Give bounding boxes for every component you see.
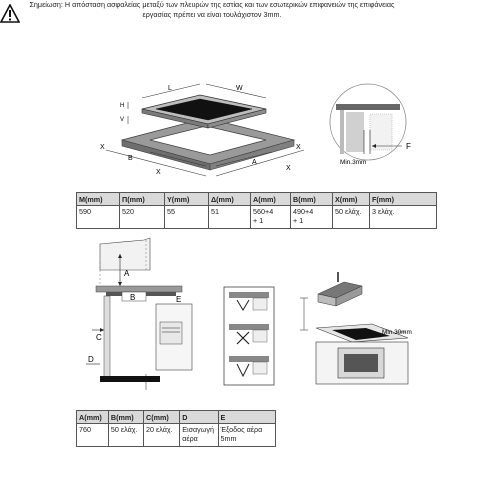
table1-header-X: X(mm)	[333, 193, 370, 206]
clip-steps-diagram	[223, 286, 275, 386]
table-row	[77, 206, 437, 229]
cab-label-C: C	[96, 333, 102, 342]
table1-header-B: B(mm)	[291, 193, 333, 206]
table2-cell-C: 20 ελάχ.	[144, 424, 180, 447]
min-3mm-label: Min.3mm	[340, 159, 367, 166]
table2-header-D: D	[180, 411, 218, 424]
label-W: W	[236, 85, 243, 92]
table1-header-P: Π(mm)	[120, 193, 165, 206]
table1-header-M: M(mm)	[77, 193, 120, 206]
table2-cell-B: 50 ελάχ.	[108, 424, 143, 447]
table1-cell-X: 50 ελάχ.	[333, 206, 370, 229]
cutout-dimensions-table	[76, 192, 437, 229]
warning-text: Σημείωση: Η απόσταση ασφαλείας μεταξύ των πλευρών της εστίας και των εσωτερικών επιφανειών της επιφάνειας εργασίας πρέπει να είναι τουλάχιστον 3mm.	[29, 0, 395, 19]
table1-cell-B: 490+4 + 1	[291, 206, 333, 229]
label-X-bottom-left: X	[156, 169, 161, 176]
table-row	[77, 424, 276, 447]
built-in-installation-diagram	[296, 268, 420, 388]
cabinet-ventilation-diagram	[84, 236, 208, 392]
cab-label-D: D	[88, 355, 94, 364]
table2-header-C: C(mm)	[144, 411, 180, 424]
table1-cell-A: 560+4 + 1	[251, 206, 291, 229]
label-V: V	[120, 117, 125, 123]
table1-header-F: F(mm)	[370, 193, 437, 206]
edge-detail-diagram	[326, 82, 436, 168]
label-A: A	[252, 159, 257, 166]
table2-header-E: E	[218, 411, 276, 424]
label-X-left: X	[100, 144, 105, 151]
label-H: H	[120, 103, 125, 109]
hob-cutout-diagram	[96, 78, 308, 180]
table1-cell-Y: 55	[165, 206, 209, 229]
table1-header-D: Δ(mm)	[209, 193, 251, 206]
label-B: B	[128, 155, 133, 162]
table1-cell-F: 3 ελάχ.	[370, 206, 437, 229]
label-X-right: X	[296, 144, 301, 151]
warning-triangle-icon	[0, 4, 20, 24]
table1-cell-P: 520	[120, 206, 165, 229]
cab-label-A: A	[124, 269, 130, 278]
label-L: L	[168, 85, 172, 92]
table1-header-A: A(mm)	[251, 193, 291, 206]
table1-header-Y: Υ(mm)	[165, 193, 209, 206]
ventilation-dimensions-table	[76, 410, 276, 447]
table2-cell-A: 760	[77, 424, 109, 447]
table2-header-row	[77, 411, 276, 424]
label-X-bottom-right: X	[286, 165, 291, 172]
cab-label-B: B	[130, 293, 136, 302]
table2-header-B: B(mm)	[108, 411, 143, 424]
table1-header-row	[77, 193, 437, 206]
table2-cell-E: Έξοδος αέρα 5mm	[218, 424, 276, 447]
label-F: F	[406, 142, 411, 151]
table2-cell-D: Εισαγωγή αέρα	[180, 424, 218, 447]
table2-header-A: A(mm)	[77, 411, 109, 424]
cab-label-E: E	[176, 295, 182, 304]
table1-cell-D: 51	[209, 206, 251, 229]
table1-cell-M: 590	[77, 206, 120, 229]
min-30mm-label: Min.30mm	[382, 329, 412, 336]
